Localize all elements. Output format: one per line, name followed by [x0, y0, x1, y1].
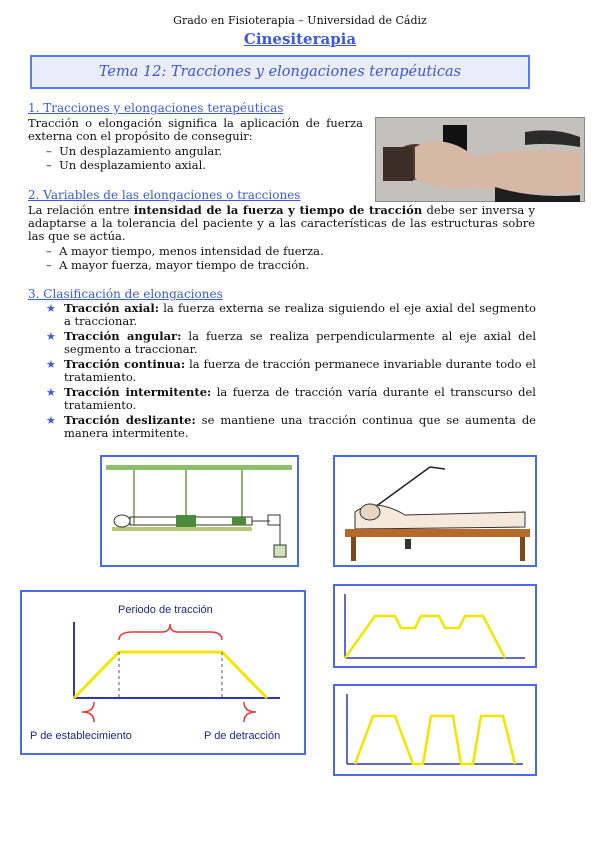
section-1-paragraph: Tracción o elongación significa la aplicación de fuerza externa con el propósito de conseguir: — [28, 116, 363, 143]
detraction-label: P de detracción — [204, 730, 281, 742]
section-2-paragraph: La relación entre intensidad de la fuerza y tiempo de tracción debe ser inversa y adaptarse a la tolerancia del paciente y a las características de las estructuras sobre las que se actúa. — [28, 203, 535, 243]
section-1-heading: 1. Tracciones y elongaciones terapéuticas — [28, 101, 284, 115]
course-title: Cinesiterapia — [243, 30, 357, 48]
traction-period-diagram — [20, 590, 306, 755]
list-item: ★ Tracción continua: la fuerza de tracción permanece invariable durante todo el tratamiento. — [46, 357, 536, 384]
header-university: Grado en Fisioterapia – Universidad de Cádiz — [173, 14, 427, 27]
topic-title: Tema 12: Tracciones y elongaciones terapéuticas — [30, 55, 530, 89]
list-item: ★ Tracción axial: la fuerza externa se realiza siguiendo el eje axial del segmento a traccionar. — [46, 301, 536, 328]
period-label: Periodo de tracción — [118, 604, 213, 616]
section-2-heading: 2. Variables de las elongaciones o tracciones — [28, 188, 301, 202]
axial-traction-illustration — [100, 455, 299, 567]
list-item: ★ Tracción intermitente: la fuerza de tracción varía durante el transcurso del tratamiento. — [46, 385, 536, 412]
section-3-heading: 3. Clasificación de elongaciones — [28, 287, 223, 301]
star-icon: ★ — [46, 330, 56, 343]
star-icon: ★ — [46, 358, 56, 371]
sliding-traction-curve — [333, 584, 537, 668]
list-item: – Un desplazamiento angular. — [46, 144, 223, 158]
star-icon: ★ — [46, 302, 56, 315]
list-item: – A mayor tiempo, menos intensidad de fuerza. — [46, 244, 324, 258]
classification-list — [46, 302, 536, 442]
star-icon: ★ — [46, 386, 56, 399]
patient-traction-photo — [375, 117, 585, 202]
list-item: ★ Tracción angular: la fuerza se realiza perpendicularmente al eje axial del segmento a traccionar. — [46, 329, 536, 356]
establishment-label: P de establecimiento — [30, 730, 132, 742]
list-item: – Un desplazamiento axial. — [46, 158, 206, 172]
angular-traction-illustration — [333, 455, 537, 567]
star-icon: ★ — [46, 414, 56, 427]
intermittent-traction-curve — [333, 684, 537, 776]
list-item: ★ Tracción deslizante: se mantiene una tracción continua que se aumenta de manera intermitente. — [46, 413, 536, 440]
list-item: – A mayor fuerza, mayor tiempo de tracción. — [46, 258, 310, 272]
